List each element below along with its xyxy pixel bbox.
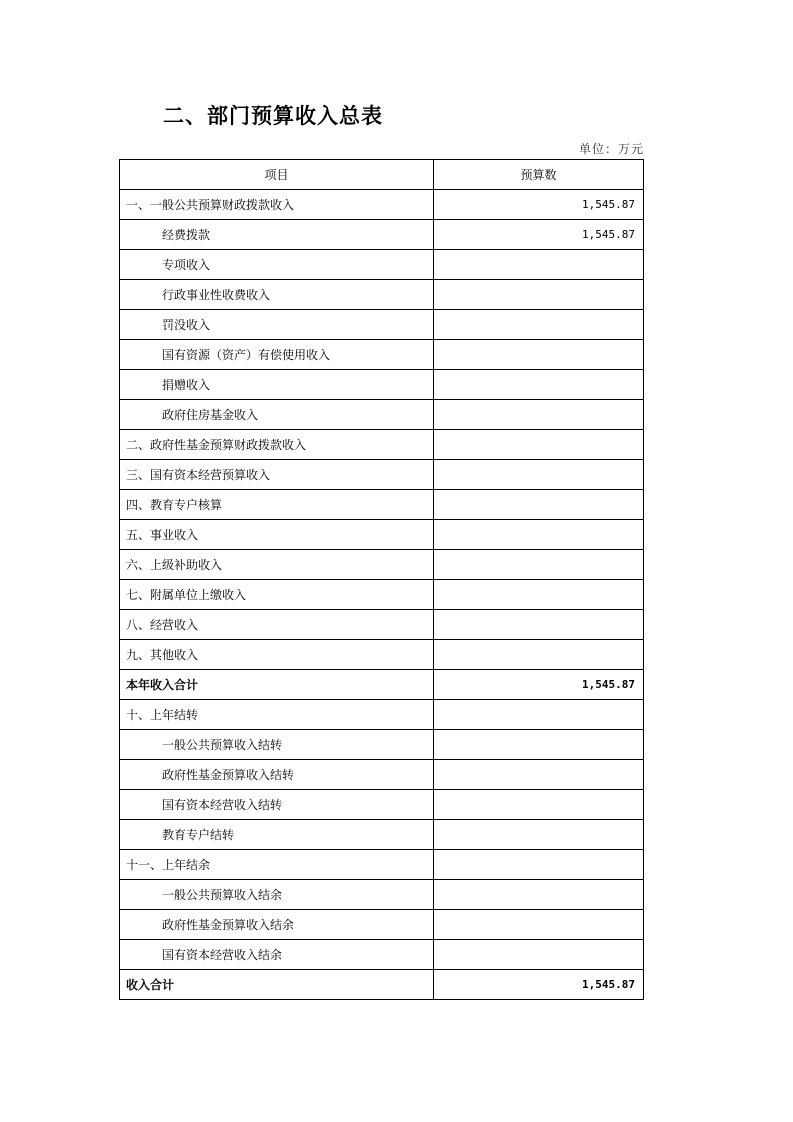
- table-row: [120, 580, 644, 610]
- row-value: [434, 880, 644, 910]
- row-value: [434, 370, 644, 400]
- table-row: [120, 850, 644, 880]
- table-row: [120, 190, 644, 220]
- row-label: 国有资源（资产）有偿使用收入: [120, 340, 434, 370]
- row-value: [434, 700, 644, 730]
- row-value: [434, 550, 644, 580]
- row-label: 七、附属单位上缴收入: [120, 580, 434, 610]
- row-value: 1,545.87: [434, 190, 644, 220]
- table-row: [120, 310, 644, 340]
- row-label: 一、一般公共预算财政拨款收入: [120, 190, 434, 220]
- header-item: 项目: [120, 160, 434, 190]
- row-value: [434, 340, 644, 370]
- row-value: [434, 490, 644, 520]
- row-label: 一般公共预算收入结转: [120, 730, 434, 760]
- table-row: [120, 640, 644, 670]
- row-value: [434, 250, 644, 280]
- table-row: [120, 520, 644, 550]
- unit-label: 单位：万元: [578, 142, 644, 156]
- row-label: 四、教育专户核算: [120, 490, 434, 520]
- budget-income-table: [119, 159, 644, 1000]
- row-value: [434, 460, 644, 490]
- row-label: 十一、上年结余: [120, 850, 434, 880]
- table-row: [120, 880, 644, 910]
- table-row: [120, 220, 644, 250]
- row-value: 1,545.87: [434, 970, 644, 1000]
- table-row: [120, 490, 644, 520]
- table-row: [120, 760, 644, 790]
- row-value: [434, 790, 644, 820]
- row-label: 政府住房基金收入: [120, 400, 434, 430]
- row-label: 政府性基金预算收入结转: [120, 760, 434, 790]
- row-value: [434, 430, 644, 460]
- row-value: [434, 730, 644, 760]
- row-label: 九、其他收入: [120, 640, 434, 670]
- table-row: [120, 820, 644, 850]
- table-header-row: [120, 160, 644, 190]
- table-row: [120, 700, 644, 730]
- table-row: [120, 610, 644, 640]
- row-value: [434, 280, 644, 310]
- row-value: [434, 640, 644, 670]
- row-label: 本年收入合计: [120, 670, 434, 700]
- header-budget: 预算数: [434, 160, 644, 190]
- row-value: [434, 400, 644, 430]
- row-label: 罚没收入: [120, 310, 434, 340]
- row-label: 国有资本经营收入结转: [120, 790, 434, 820]
- row-label: 专项收入: [120, 250, 434, 280]
- row-label: 经费拨款: [120, 220, 434, 250]
- row-value: [434, 850, 644, 880]
- row-value: [434, 910, 644, 940]
- table-row: [120, 730, 644, 760]
- row-value: [434, 760, 644, 790]
- row-label: 八、经营收入: [120, 610, 434, 640]
- table-row: [120, 550, 644, 580]
- row-value: [434, 520, 644, 550]
- table-row: [120, 400, 644, 430]
- row-label: 三、国有资本经营预算收入: [120, 460, 434, 490]
- table-row: [120, 340, 644, 370]
- table-row: [120, 670, 644, 700]
- row-label: 一般公共预算收入结余: [120, 880, 434, 910]
- page-title: 二、部门预算收入总表: [163, 104, 383, 128]
- row-label: 国有资本经营收入结余: [120, 940, 434, 970]
- row-value: [434, 820, 644, 850]
- row-label: 二、政府性基金预算财政拨款收入: [120, 430, 434, 460]
- row-label: 十、上年结转: [120, 700, 434, 730]
- table-row: [120, 460, 644, 490]
- table-row: [120, 430, 644, 460]
- row-value: [434, 610, 644, 640]
- row-label: 捐赠收入: [120, 370, 434, 400]
- row-value: [434, 940, 644, 970]
- row-value: 1,545.87: [434, 670, 644, 700]
- table-row: [120, 910, 644, 940]
- table-row: [120, 970, 644, 1000]
- row-value: [434, 580, 644, 610]
- row-label: 教育专户结转: [120, 820, 434, 850]
- row-value: [434, 310, 644, 340]
- row-label: 收入合计: [120, 970, 434, 1000]
- table-row: [120, 790, 644, 820]
- row-label: 政府性基金预算收入结余: [120, 910, 434, 940]
- table-row: [120, 250, 644, 280]
- row-label: 行政事业性收费收入: [120, 280, 434, 310]
- table-row: [120, 280, 644, 310]
- table-row: [120, 940, 644, 970]
- row-label: 五、事业收入: [120, 520, 434, 550]
- row-label: 六、上级补助收入: [120, 550, 434, 580]
- table-row: [120, 370, 644, 400]
- table-body: [120, 190, 644, 1000]
- row-value: 1,545.87: [434, 220, 644, 250]
